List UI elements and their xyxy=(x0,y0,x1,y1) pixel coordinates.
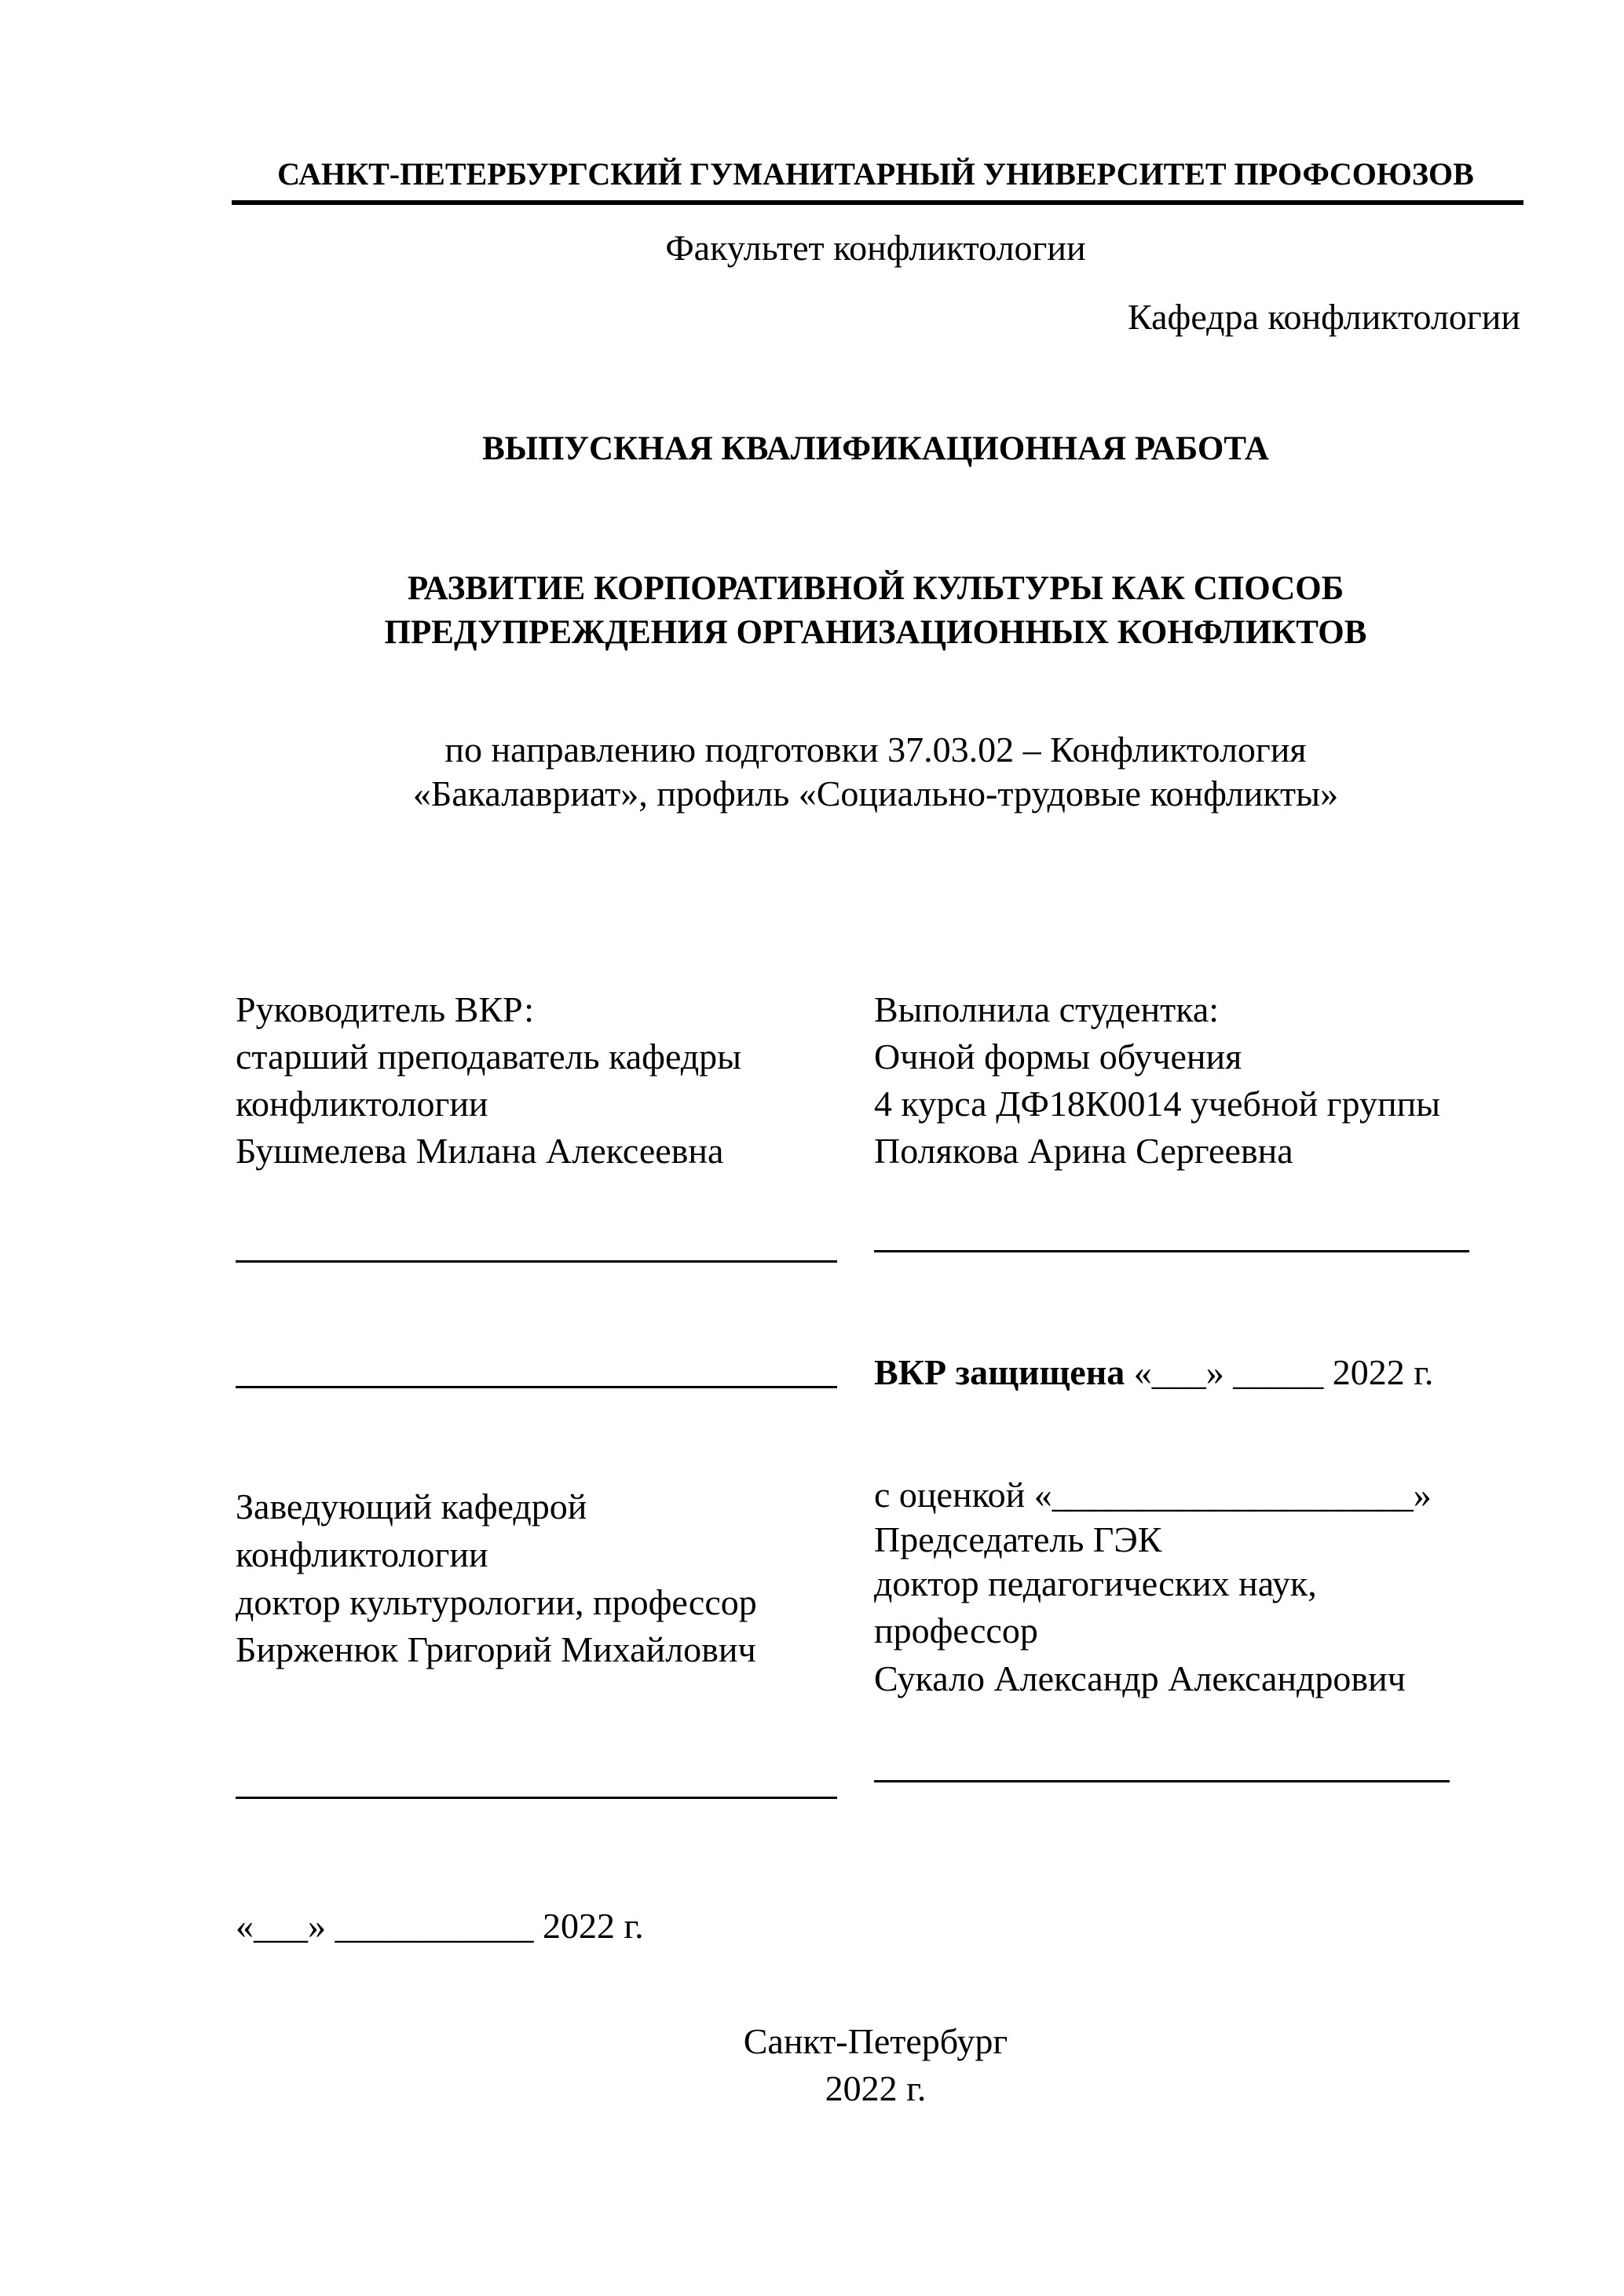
direction-line-2: «Бакалавриат», профиль «Социально-трудовые конфликты» xyxy=(412,773,1339,813)
direction-line-1: по направлению подготовки 37.03.02 – Конфликтология xyxy=(444,729,1307,770)
chair-name: Сукало Александр Александрович xyxy=(874,1658,1406,1698)
student-form: Очной формы обучения xyxy=(874,1036,1242,1077)
topic-line-1: РАЗВИТИЕ КОРПОРАТИВНОЙ КУЛЬТУРЫ КАК СПОСОБ xyxy=(407,570,1344,607)
supervisor-position: старший преподаватель кафедры xyxy=(236,1036,742,1077)
work-type: ВЫПУСКНАЯ КВАЛИФИКАЦИОННАЯ РАБОТА xyxy=(482,430,1269,467)
head-name: Бирженюк Григорий Михайлович xyxy=(236,1629,756,1669)
student-label: Выполнила студентка: xyxy=(874,989,1220,1029)
supervisor-label: Руководитель ВКР: xyxy=(236,989,535,1029)
signature-line xyxy=(236,1386,837,1388)
student-name: Полякова Арина Сергеевна xyxy=(874,1131,1293,1171)
footer-year: 2022 г. xyxy=(825,2068,927,2108)
defense-date: «___» _____ 2022 г. xyxy=(1133,1352,1434,1392)
defense-label: ВКР защищена xyxy=(874,1352,1125,1392)
footer-city: Санкт-Петербург xyxy=(743,2021,1008,2061)
chair-label: Председатель ГЭК xyxy=(874,1519,1162,1559)
defense-grade: с оценкой «____________________» xyxy=(874,1475,1432,1515)
student-group: 4 курса ДФ18К0014 учебной группы xyxy=(874,1084,1441,1124)
supervisor-signature-line xyxy=(236,1260,837,1263)
student-signature-line xyxy=(874,1250,1469,1252)
university-name: САНКТ-ПЕТЕРБУРГСКИЙ ГУМАНИТАРНЫЙ УНИВЕРСИТЕТ ПРОФСОЮЗОВ xyxy=(277,156,1474,192)
head-signature-line xyxy=(236,1797,837,1799)
head-label: Заведующий кафедрой xyxy=(236,1486,587,1526)
defense-line xyxy=(874,1349,1433,1396)
supervisor-position-2: конфликтологии xyxy=(236,1084,488,1124)
header-rule xyxy=(232,200,1523,205)
department-name: Кафедра конфликтологии xyxy=(1128,297,1520,337)
date-line: «___» ___________ 2022 г. xyxy=(236,1906,644,1946)
head-degree: доктор культурологии, профессор xyxy=(236,1582,757,1622)
faculty-name: Факультет конфликтологии xyxy=(665,228,1086,268)
supervisor-name: Бушмелева Милана Алексеевна xyxy=(236,1131,724,1171)
chair-degree-2: профессор xyxy=(874,1610,1038,1651)
chair-signature-line xyxy=(874,1780,1450,1782)
topic-line-2: ПРЕДУПРЕЖДЕНИЯ ОРГАНИЗАЦИОННЫХ КОНФЛИКТОВ xyxy=(384,614,1367,651)
chair-degree: доктор педагогических наук, xyxy=(874,1563,1317,1603)
head-label-2: конфликтологии xyxy=(236,1534,488,1574)
